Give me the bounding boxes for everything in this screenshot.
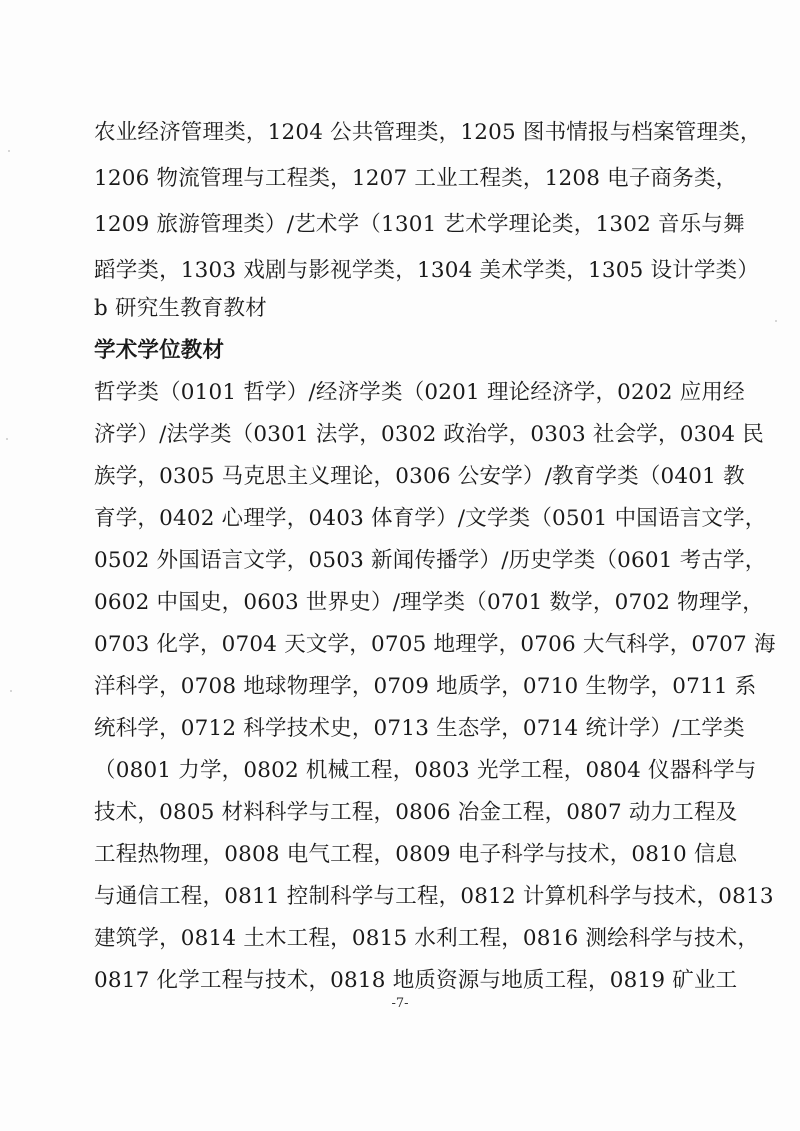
body-line: 统科学，0712 科学技术史，0713 生态学，0714 统计学）/工学类 xyxy=(94,716,745,741)
scan-speck xyxy=(8,150,10,152)
body-line: 农业经济管理类，1204 公共管理类，1205 图书情报与档案管理类， xyxy=(94,120,762,145)
body-line: 工程热物理，0808 电气工程，0809 电子科学与技术，0810 信息 xyxy=(94,842,738,867)
body-line: 建筑学，0814 土木工程，0815 水利工程，0816 测绘科学与技术， xyxy=(94,926,760,951)
body-line: 与通信工程，0811 控制科学与工程，0812 计算机科学与技术，0813 xyxy=(94,884,774,909)
body-line: 0703 化学，0704 天文学，0705 地理学，0706 大气科学，0707 海 xyxy=(94,632,776,657)
section-heading: 学术学位教材 xyxy=(94,338,225,363)
scan-speck xyxy=(10,690,12,692)
body-line: 技术，0805 材料科学与工程，0806 冶金工程，0807 动力工程及 xyxy=(94,800,738,825)
body-line: 济学）/法学类（0301 法学，0302 政治学，0303 社会学，0304 民 xyxy=(94,422,764,447)
body-line: 0817 化学工程与技术，0818 地质资源与地质工程，0819 矿业工 xyxy=(94,968,738,993)
body-line: 哲学类（0101 哲学）/经济学类（0201 理论经济学，0202 应用经 xyxy=(94,380,745,405)
body-line: 族学，0305 马克思主义理论，0306 公安学）/教育学类（0401 教 xyxy=(94,464,745,489)
body-line: 育学，0402 心理学，0403 体育学）/文学类（0501 中国语言文学， xyxy=(94,506,767,531)
section-label: b 研究生教育教材 xyxy=(94,296,267,321)
body-line: 1209 旅游管理类）/艺术学（1301 艺术学理论类，1302 音乐与舞 xyxy=(94,212,745,237)
page-number: -7- xyxy=(391,996,409,1011)
body-line: 1206 物流管理与工程类，1207 工业工程类，1208 电子商务类， xyxy=(94,166,738,191)
body-line: 蹈学类，1303 戏剧与影视学类，1304 美术学类，1305 设计学类） xyxy=(94,258,760,283)
body-line: （0801 力学，0802 机械工程，0803 光学工程，0804 仪器科学与 xyxy=(94,758,757,783)
body-line: 0502 外国语言文学，0503 新闻传播学）/历史学类（0601 考古学， xyxy=(94,548,767,573)
body-line: 洋科学，0708 地球物理学，0709 地质学，0710 生物学，0711 系 xyxy=(94,674,757,699)
body-line: 0602 中国史，0603 世界史）/理学类（0701 数学，0702 物理学， xyxy=(94,590,764,615)
scan-speck xyxy=(775,320,777,322)
scan-speck xyxy=(6,438,8,440)
